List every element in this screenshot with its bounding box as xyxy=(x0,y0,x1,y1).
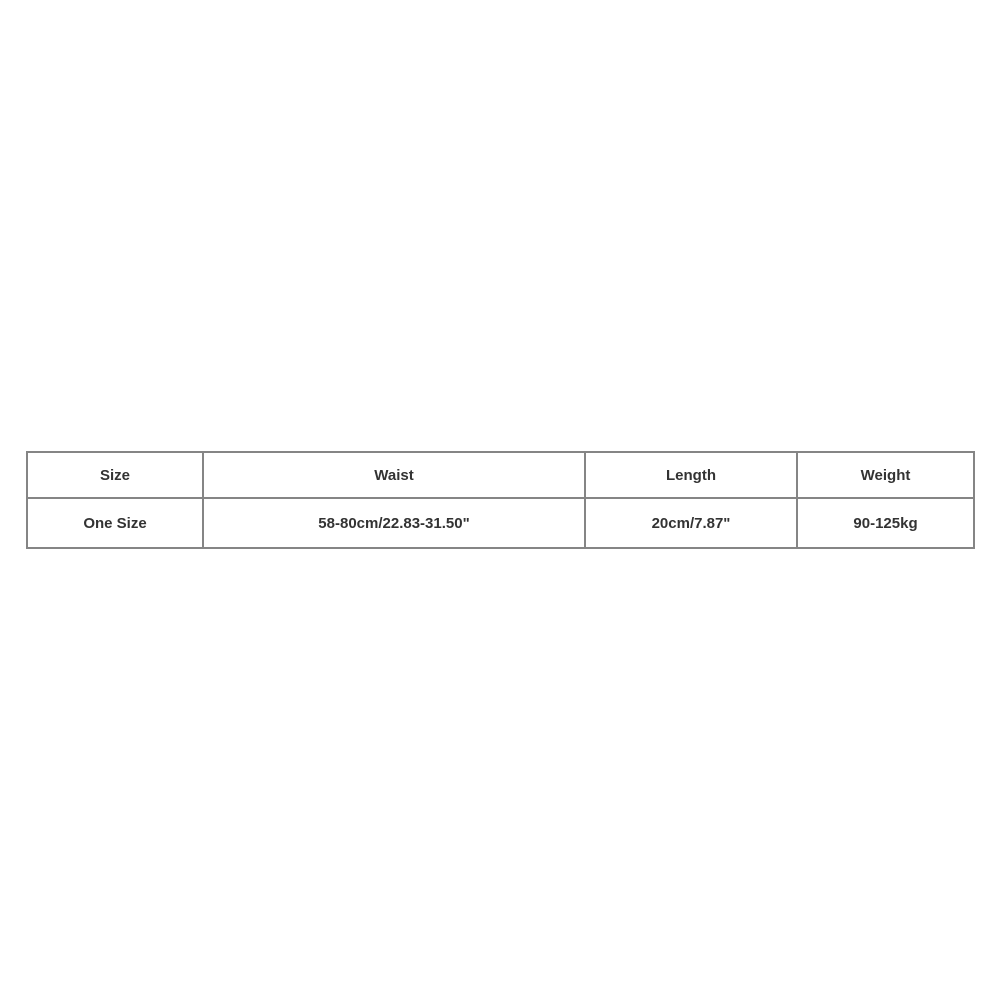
cell-waist-value: 58-80cm/22.83-31.50" xyxy=(203,498,585,548)
size-chart-header-row xyxy=(27,452,974,498)
header-cell-size: Size xyxy=(27,452,203,498)
header-cell-waist: Waist xyxy=(203,452,585,498)
cell-weight-value: 90-125kg xyxy=(797,498,974,548)
cell-length-value: 20cm/7.87" xyxy=(585,498,797,548)
size-chart-data-row xyxy=(27,498,974,548)
header-cell-length: Length xyxy=(585,452,797,498)
size-chart-table xyxy=(26,451,975,549)
cell-size-value: One Size xyxy=(27,498,203,548)
header-cell-weight: Weight xyxy=(797,452,974,498)
